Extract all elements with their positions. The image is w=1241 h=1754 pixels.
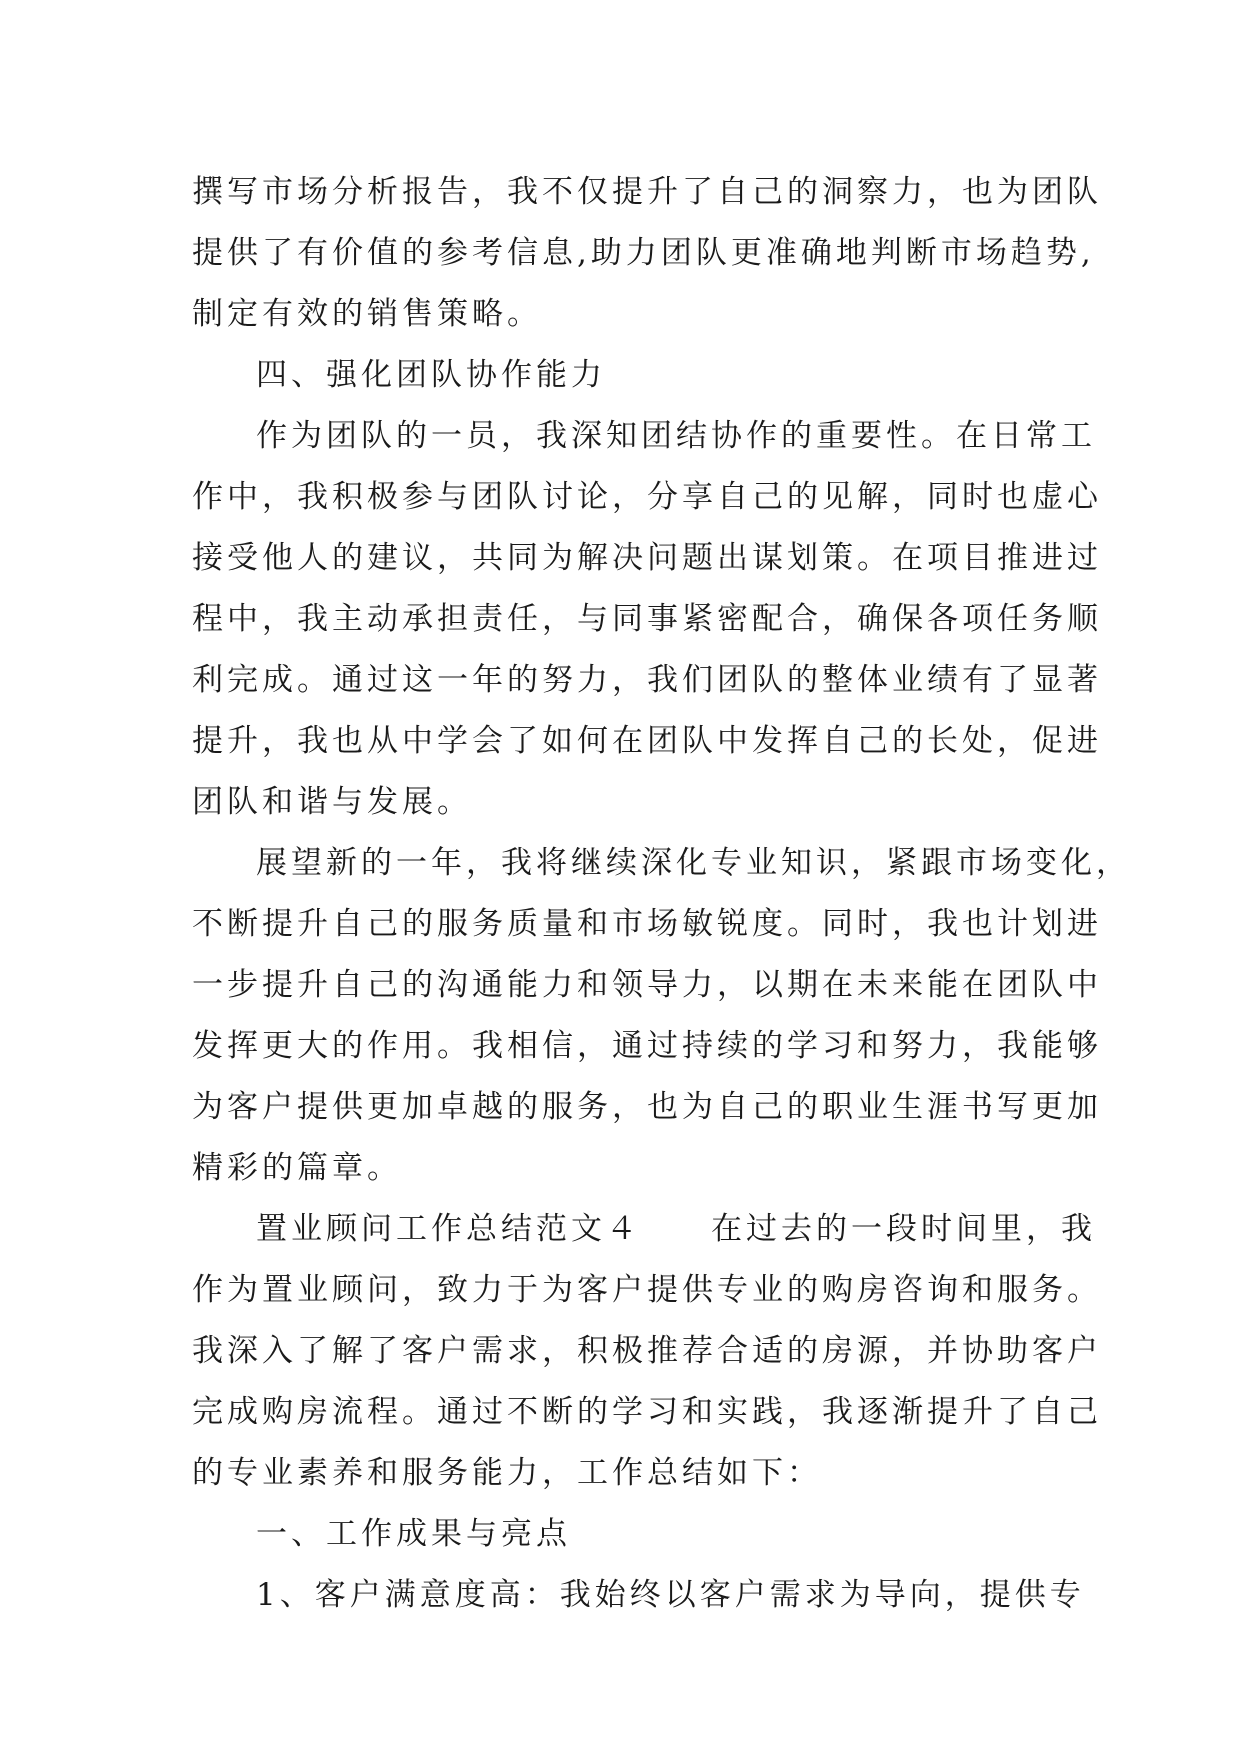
text-line-11: 团队和谐与发展。 [192, 784, 472, 820]
text-line-12: 展望新的一年，我将继续深化专业知识，紧跟市场变化， [256, 845, 1131, 881]
text-line-14: 一步提升自己的沟通能力和领导力，以期在未来能在团队中 [192, 967, 1102, 1003]
text-line-6: 作中，我积极参与团队讨论，分享自己的见解，同时也虚心 [192, 479, 1102, 515]
text-line-17: 精彩的篇章。 [192, 1150, 402, 1186]
text-line-20: 我深入了解了客户需求，积极推荐合适的房源，并协助客户 [192, 1333, 1102, 1369]
text-line-7: 接受他人的建议，共同为解决问题出谋划策。在项目推进过 [192, 540, 1102, 576]
text-line-2: 提供了有价值的参考信息,助力团队更准确地判断市场趋势, [192, 235, 1095, 271]
text-line-8: 程中，我主动承担责任，与同事紧密配合，确保各项任务顺 [192, 601, 1102, 637]
text-line-21: 完成购房流程。通过不断的学习和实践，我逐渐提升了自己 [192, 1394, 1102, 1430]
text-line-3: 制定有效的销售策略。 [192, 296, 542, 332]
text-line-22: 的专业素养和服务能力，工作总结如下： [192, 1455, 822, 1491]
text-line-10: 提升，我也从中学会了如何在团队中发挥自己的长处，促进 [192, 723, 1102, 759]
text-line-9: 利完成。通过这一年的努力，我们团队的整体业绩有了显著 [192, 662, 1102, 698]
document-body [192, 162, 1131, 1626]
text-line-1: 撰写市场分析报告，我不仅提升了自己的洞察力，也为团队 [192, 174, 1102, 210]
text-line-24: 1、客户满意度高：我始终以客户需求为导向，提供专 [256, 1577, 1085, 1613]
section-heading-1: 一、工作成果与亮点 [256, 1516, 571, 1552]
text-line-16: 为客户提供更加卓越的服务，也为自己的职业生涯书写更加 [192, 1089, 1102, 1125]
section-heading-4: 四、强化团队协作能力 [256, 357, 606, 393]
text-line-15: 发挥更大的作用。我相信，通过持续的学习和努力，我能够 [192, 1028, 1102, 1064]
text-line-19: 作为置业顾问，致力于为客户提供专业的购房咨询和服务。 [192, 1272, 1102, 1308]
text-line-5: 作为团队的一员，我深知团结协作的重要性。在日常工 [256, 418, 1096, 454]
article-title-line: 置业顾问工作总结范文４ 在过去的一段时间里，我 [256, 1211, 1096, 1247]
text-line-13: 不断提升自己的服务质量和市场敏锐度。同时，我也计划进 [192, 906, 1102, 942]
